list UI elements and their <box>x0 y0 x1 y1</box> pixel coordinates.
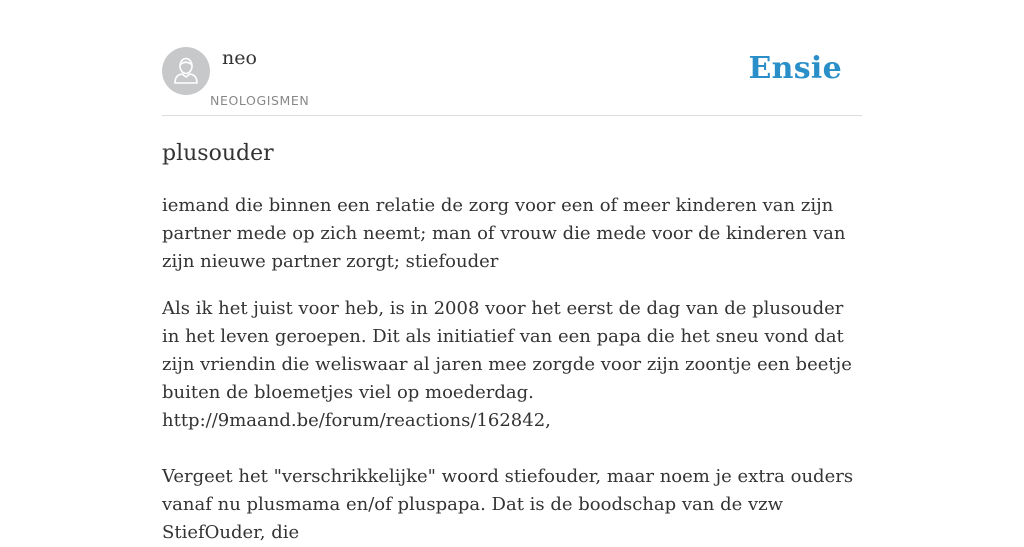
brand-logo[interactable]: Ensie <box>748 51 842 86</box>
user-avatar-icon[interactable] <box>162 47 210 95</box>
entry-definition: iemand die binnen een relatie de zorg voor een of meer kinderen van zijn partner mede op zich neemt; man of vrouw die mede voor de kinderen van zijn nieuwe partner zorgt; stiefouder <box>162 195 846 272</box>
entry-term: plusouder <box>162 141 274 166</box>
user-silhouette-icon <box>162 47 210 95</box>
entry-header <box>162 0 862 116</box>
author-category[interactable]: NEOLOGISMEN <box>210 93 310 108</box>
entry-example: Als ik het juist voor heb, is in 2008 voor het eerst de dag van de plusouder in het leven geroepen. Dit als initiatief van een papa die het sneu vond dat zijn vriendin die weliswaar al jaren mee zorgde voor zijn zoontje een beetje buiten de bloemetjes viel op moederdag. http://9maand.be/forum/reactions/162842, Vergeet het "verschrikkelijke" woord stiefouder, maar noem je extra ouders vanaf nu plusmama en/of pluspapa. Dat is de boodschap van de vzw StiefOuder, die <box>162 298 854 543</box>
author-name[interactable]: neo <box>222 47 257 69</box>
entry-card <box>162 0 862 543</box>
